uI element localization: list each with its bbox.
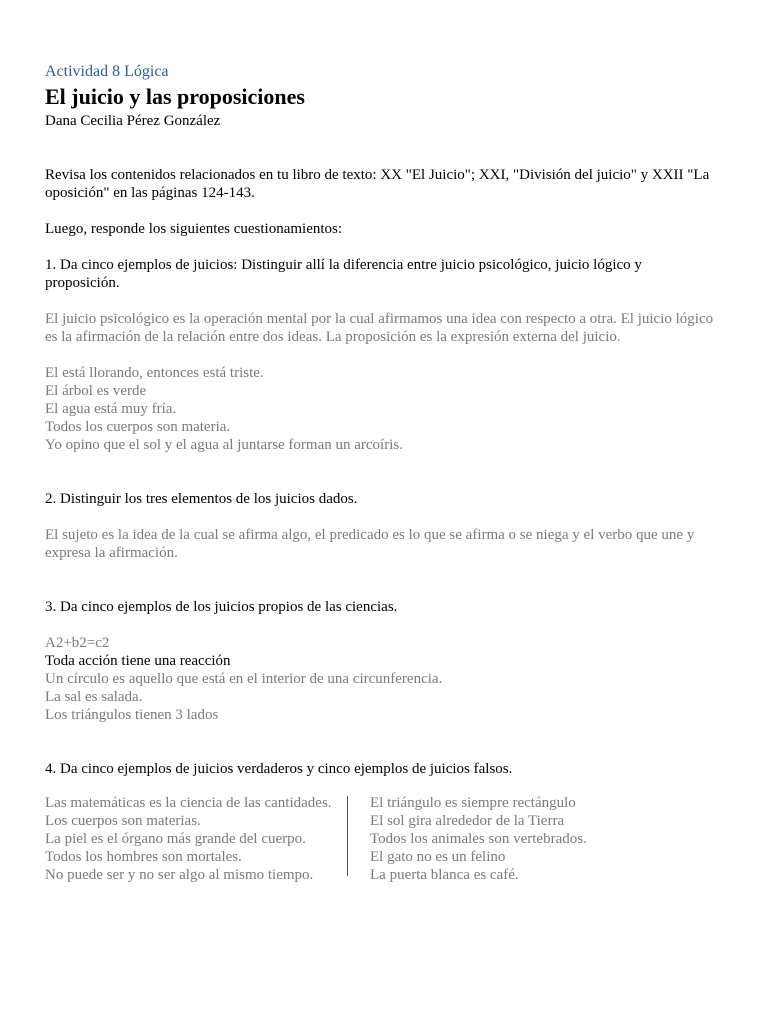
list-item: El gato no es un felino: [370, 849, 506, 865]
column-divider: [347, 796, 348, 876]
question-3: 3. Da cinco ejemplos de los juicios propios de las ciencias.: [45, 599, 398, 615]
document-author: Dana Cecilia Pérez González: [45, 113, 221, 129]
answer-line: es la afirmación de la relación entre dos ideas. La proposición es la expresión externa del juicio.: [45, 329, 621, 345]
list-item: Todos los animales son vertebrados.: [370, 831, 587, 847]
intro-line: Revisa los contenidos relacionados en tu libro de texto: XX "El Juicio"; XXI, "División del juicio" y XXII "La: [45, 167, 710, 183]
list-item: A2+b2=c2: [45, 635, 110, 651]
document-page: [45, 62, 725, 884]
list-item: El está llorando, entonces está triste.: [45, 365, 264, 381]
list-item: Los triángulos tienen 3 lados: [45, 707, 219, 723]
list-item: La piel es el órgano más grande del cuerpo.: [45, 831, 306, 847]
list-item: Todos los cuerpos son materia.: [45, 419, 231, 435]
true-false-columns: [45, 794, 725, 884]
question-line: proposición.: [45, 275, 120, 291]
list-item: Un círculo es aquello que está en el interior de una circunferencia.: [45, 671, 443, 687]
document-subject: Actividad 8 Lógica: [45, 63, 169, 80]
list-item: Los cuerpos son materias.: [45, 813, 201, 829]
list-item: El árbol es verde: [45, 383, 147, 399]
list-item: No puede ser y no ser algo al mismo tiempo.: [45, 867, 314, 883]
list-item: Todos los hombres son mortales.: [45, 849, 242, 865]
question-2: 2. Distinguir los tres elementos de los juicios dados.: [45, 491, 358, 507]
list-item: El sol gira alrededor de la Tierra: [370, 813, 565, 829]
intro-paragraph: [45, 166, 725, 202]
answer-3-examples: [45, 634, 725, 724]
answer-line: El sujeto es la idea de la cual se afirma algo, el predicado es lo que se afirma o se niega y el verbo que une y: [45, 527, 695, 543]
list-item: Toda acción tiene una reacción: [45, 653, 231, 669]
answer-1-examples: [45, 364, 725, 454]
answer-1-definition: [45, 310, 725, 346]
list-item: El agua está muy fría.: [45, 401, 177, 417]
list-item: Yo opino que el sol y el agua al juntarse forman un arcoíris.: [45, 437, 403, 453]
list-item: Las matemáticas es la ciencia de las cantidades.: [45, 795, 332, 811]
question-1: [45, 256, 725, 292]
answer-line: expresa la afirmación.: [45, 545, 178, 561]
list-item: El triángulo es siempre rectángulo: [370, 795, 576, 811]
intro-line: oposición" en las páginas 124-143.: [45, 185, 255, 201]
question-4: 4. Da cinco ejemplos de juicios verdaderos y cinco ejemplos de juicios falsos.: [45, 761, 513, 777]
answer-2: [45, 526, 725, 562]
false-examples-column: [370, 794, 710, 884]
list-item: La sal es salada.: [45, 689, 143, 705]
list-item: La puerta blanca es café.: [370, 867, 519, 883]
answer-line: El juicio psicológico es la operación mental por la cual afirmamos una idea con respecto a otra. El juicio lógico: [45, 311, 714, 327]
instruction-text: Luego, responde los siguientes cuestionamientos:: [45, 221, 343, 237]
document-title: El juicio y las proposiciones: [45, 84, 305, 109]
question-line: 1. Da cinco ejemplos de juicios: Distinguir allí la diferencia entre juicio psicológico, juicio lógico y: [45, 257, 642, 273]
true-examples-column: [45, 794, 347, 884]
